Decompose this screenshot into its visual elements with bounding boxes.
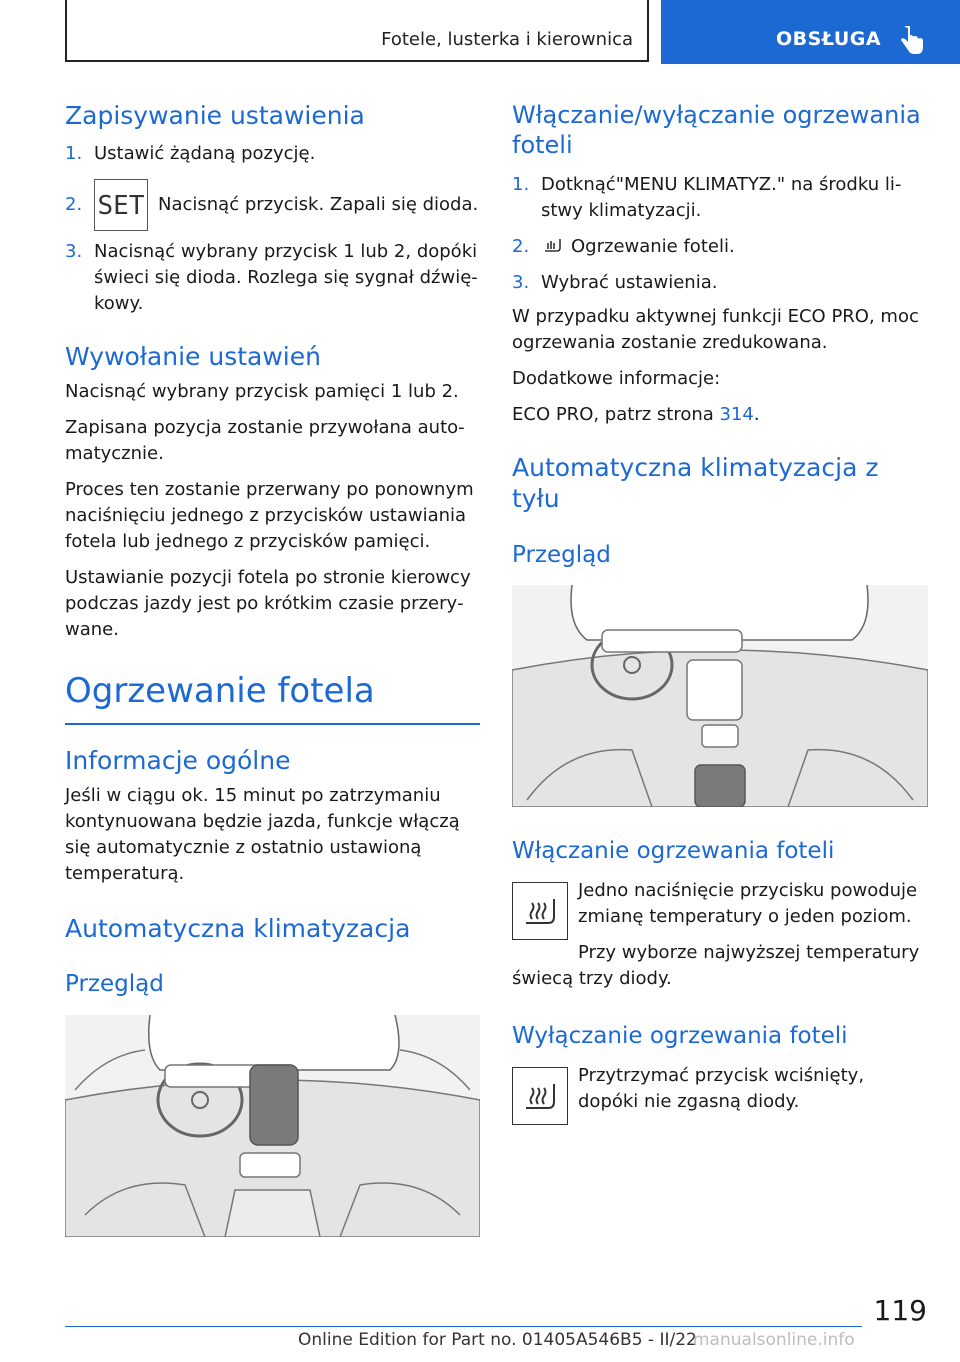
tab-label: OBSŁUGA	[776, 28, 882, 50]
list-item: 1. Ustawić żądaną pozycję.	[65, 143, 316, 165]
footer-rule	[65, 1326, 862, 1327]
header-tab[interactable]	[661, 0, 960, 64]
list-item: 2. Ogrzewanie foteli.	[512, 236, 735, 257]
paragraph: Zapisana pozycja zostanie przywołana automatycznie.	[65, 416, 465, 464]
header-section-box	[65, 0, 649, 62]
general-info-heading: Informacje ogólne	[65, 746, 291, 776]
paragraph: Nacisnąć wybrany przycisk pamięci 1 lub 2.	[65, 380, 459, 402]
dashboard-illustration	[65, 1015, 480, 1237]
paragraph: Jeśli w ciągu ok. 15 minut po zatrzymaniu kontynuowana będzie jazda, funkcje włączą się automatycznie z ostatnio ustawioną temperaturą.	[65, 784, 460, 884]
paragraph: Jedno naciśnięcie przycisku powoduje zmianę temperatury o jeden poziom.	[578, 880, 918, 927]
save-steps-list	[65, 141, 480, 317]
rear-climate-heading: Automatyczna klimatyzacja z tyłu	[512, 453, 879, 514]
seat-heating-button-icon	[512, 1067, 568, 1125]
page-link-314[interactable]: 314	[719, 404, 754, 425]
dashboard-figure	[65, 1015, 480, 1237]
page-number: 119	[873, 1294, 927, 1327]
heating-off-block	[512, 1063, 928, 1115]
paragraph: Proces ten zostanie przerwany po ponownym naciśnięciu jednego z przycisków ustawiania fotela lub jednego z przycisków pamięci.	[65, 478, 474, 552]
list-item: 3. Nacisnąć wybrany przycisk 1 lub 2, dopóki świeci się dioda. Rozlega się sygnał dźwiękowy.	[65, 241, 478, 315]
seat-heating-onoff-heading: Włączanie/wyłączanie ogrzewania foteli	[512, 101, 921, 159]
overview-heading: Przegląd	[65, 970, 164, 997]
recall-settings-heading: Wywołanie ustawień	[65, 342, 321, 372]
auto-climate-heading: Automatyczna klimatyzacja	[65, 913, 411, 943]
paragraph: W przypadku aktywnej funkcji ECO PRO, moc ogrzewania zostanie zredukowana.	[512, 306, 919, 353]
paragraph: Przy wyborze najwyższej temperatury świecą trzy diody.	[512, 942, 920, 989]
paragraph: Dodatkowe informacje:	[512, 368, 721, 389]
chapter-heading: Ogrzewanie fotela	[65, 670, 375, 711]
pointing-hand-icon	[899, 26, 925, 56]
heating-off-heading: Wyłączanie ogrzewania foteli	[512, 1023, 848, 1049]
section-title: Fotele, lusterka i kierownica	[381, 29, 633, 50]
rear-overview-heading: Przegląd	[512, 541, 611, 568]
seat-heating-button-icon	[512, 882, 568, 940]
heating-on-heading: Włączanie ogrzewania foteli	[512, 838, 835, 865]
watermark: manualsonline.info	[693, 1330, 855, 1350]
paragraph: Ustawianie pozycji fotela po stronie kierowcy podczas jazdy jest po krótkim czasie przerywane.	[65, 566, 471, 640]
heating-on-block	[512, 878, 928, 992]
set-button-icon: SET	[94, 179, 148, 231]
edition-text: Online Edition for Part no. 01405A546B5 - II/22	[298, 1330, 697, 1350]
save-settings-heading: Zapisywanie ustawienia	[65, 101, 365, 130]
rear-console-figure	[512, 585, 928, 807]
chapter-rule	[65, 723, 480, 725]
list-item: 3. Wybrać ustawienia.	[512, 272, 718, 293]
list-item: 2. SET Nacisnąć przycisk. Zapali się dioda.	[65, 177, 480, 233]
list-item: 1. Dotknąć"MENU KLIMATYZ." na środku listwy klimatyzacji.	[512, 174, 902, 221]
onoff-steps-list	[512, 172, 928, 296]
paragraph: Przytrzymać przycisk wciśnięty, dopóki nie zgasną diody.	[578, 1064, 865, 1112]
rear-console-illustration	[512, 585, 928, 807]
right-column	[512, 100, 928, 1129]
left-column	[65, 100, 480, 1237]
seat-heating-icon	[541, 235, 563, 255]
paragraph: ECO PRO, patrz strona 314.	[512, 404, 760, 425]
